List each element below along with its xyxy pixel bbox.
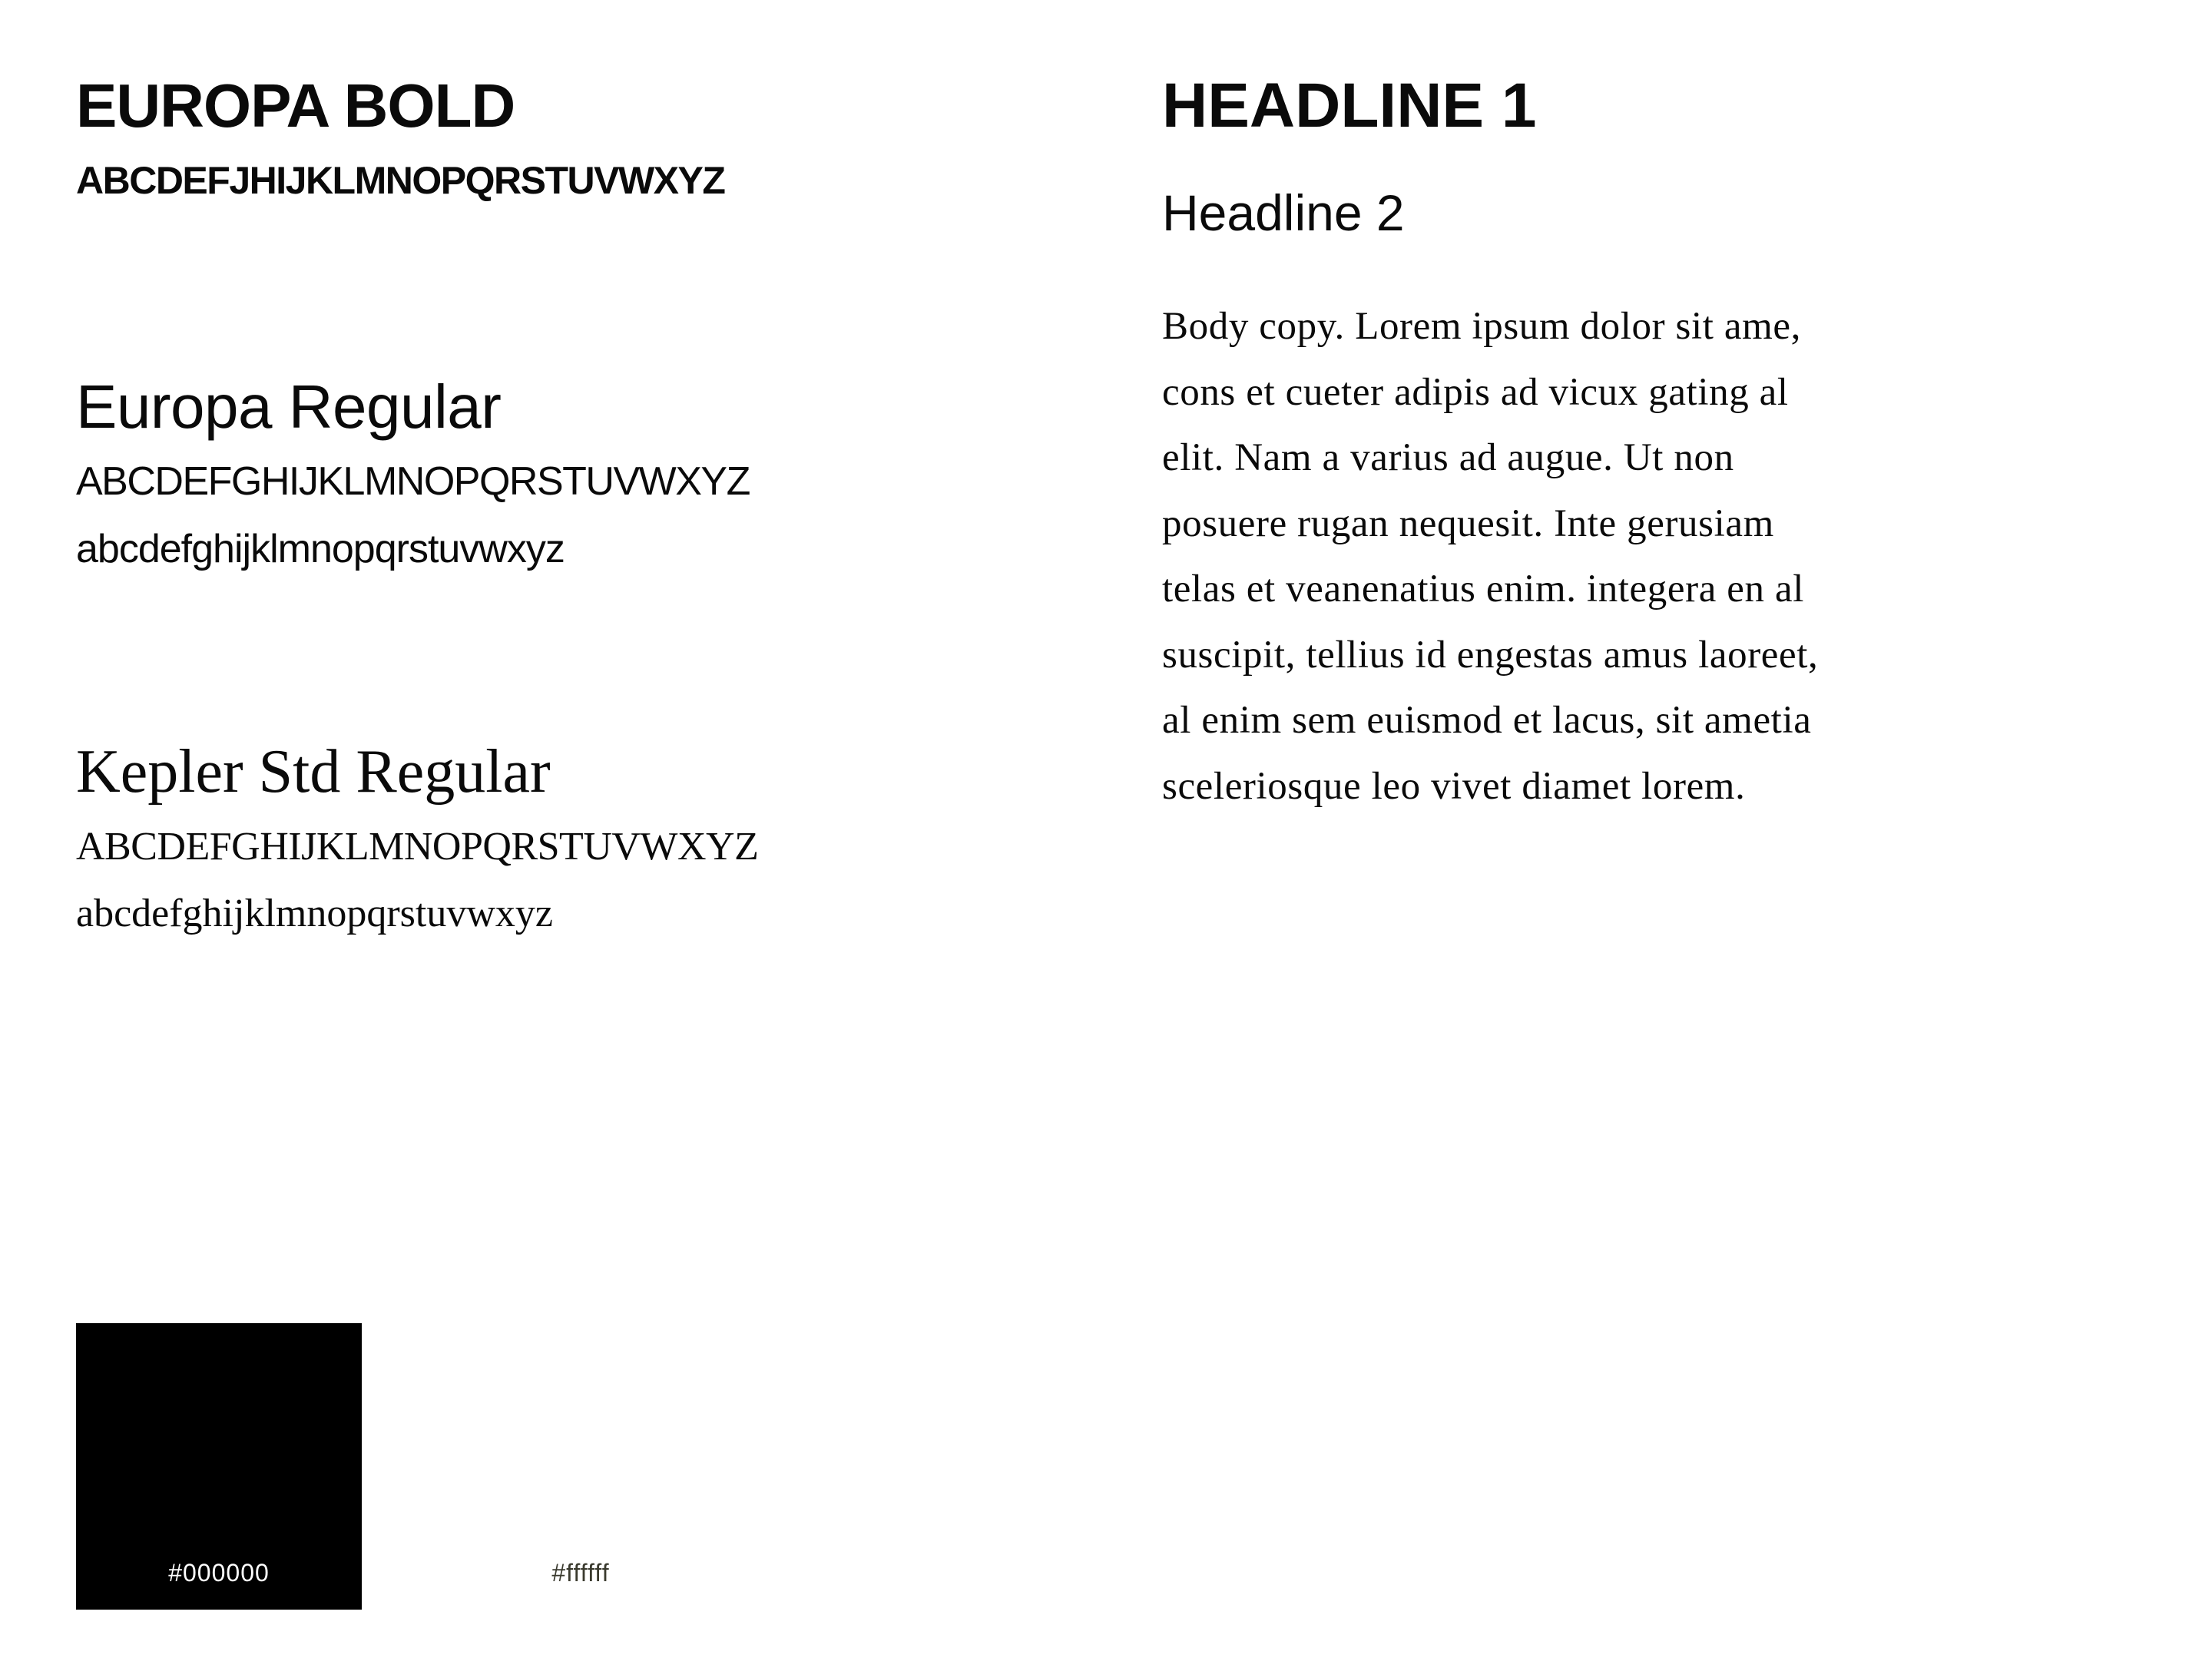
swatch-label-white: #ffffff — [551, 1559, 610, 1587]
europa-regular-lowercase: abcdefghijklmnopqrstuvwxyz — [76, 527, 565, 571]
swatch-label-black: #000000 — [168, 1559, 270, 1587]
europa-bold-title: EUROPA BOLD — [76, 71, 515, 140]
europa-bold-uppercase: ABCDEFJHIJKLMNOPQRSTUVWXYZ — [76, 159, 725, 202]
europa-regular-uppercase: ABCDEFGHIJKLMNOPQRSTUVWXYZ — [76, 459, 750, 504]
europa-regular-title: Europa Regular — [76, 372, 502, 441]
kepler-uppercase: ABCDEFGHIJKLMNOPQRSTUVWXYZ — [76, 825, 759, 869]
headline-2: Headline 2 — [1162, 184, 1405, 241]
body-copy: Body copy. Lorem ipsum dolor sit ame, cons et cueter adipis ad vicux gating al elit. Nam a varius ad augue. Ut non posuere rugan nequesit. Inte gerusiam telas et veanenatius enim. integera en al suscipit, tellius id engestas amus laoreet, al enim sem euismod et lacus, sit ametia sceleriosque leo vivet diamet lorem. — [1162, 305, 1819, 808]
color-swatch-black — [76, 1323, 362, 1610]
headline-1: HEADLINE 1 — [1162, 71, 1537, 141]
color-swatch-white — [438, 1323, 724, 1610]
kepler-lowercase: abcdefghijklmnopqrstuvwxyz — [76, 892, 553, 935]
kepler-title: Kepler Std Regular — [76, 738, 551, 806]
